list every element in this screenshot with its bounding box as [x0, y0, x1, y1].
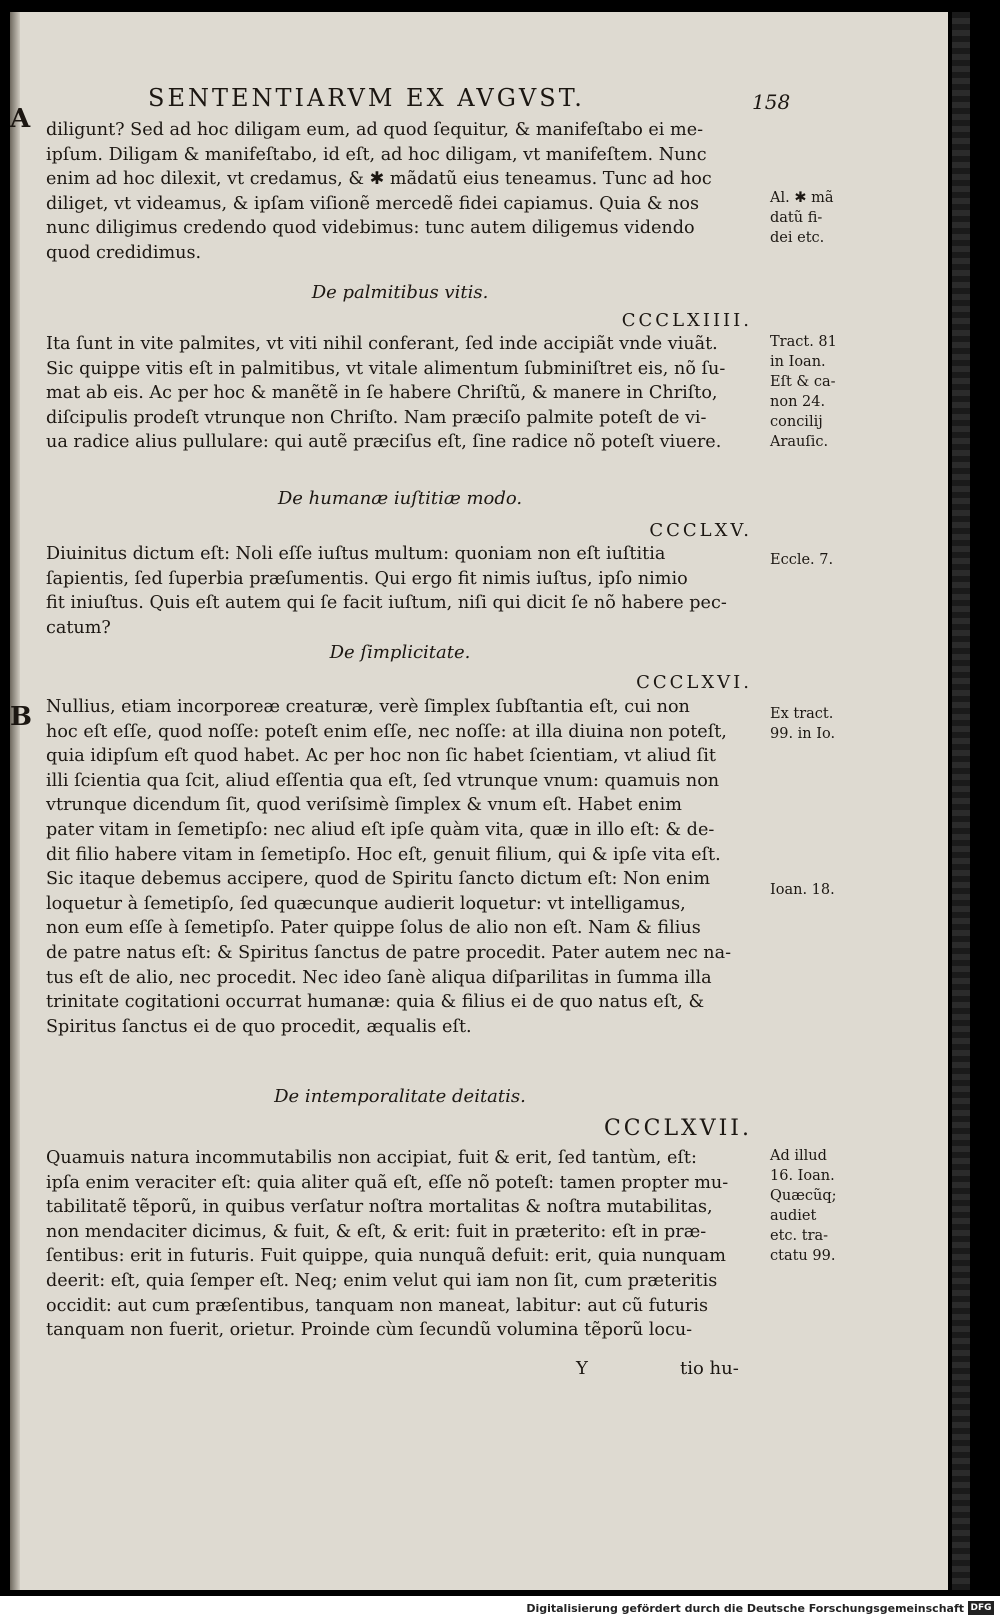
text-line: tabilitatẽ tẽporũ, in quibus verſatur noſtra mortalitas & noſtra mutabilitas,	[46, 1197, 713, 1218]
margin-note	[770, 704, 860, 744]
text-line: pater vitam in ſemetipſo: nec aliud eſt ipſe quàm vita, quæ in illo eſt: & de-	[46, 819, 715, 840]
margin-note	[770, 880, 860, 900]
text-line: quod credidimus.	[46, 242, 202, 263]
sentence-body	[46, 542, 754, 640]
margin-line: Quæcũq;	[770, 1188, 837, 1204]
text-line: tus eſt de alio, nec procedit. Nec ideo ſanè aliqua diſparilitas in ſumma illa	[46, 967, 712, 988]
page-number: 158	[752, 90, 791, 114]
text-line: ſentibus: erit in futuris. Fuit quippe, quia nunquã defuit: erit, quia nunquam	[46, 1246, 726, 1267]
text-line: diliget, vt videamus, & ipſam viſionẽ mercedẽ fidei capiamus. Quia & nos	[46, 193, 699, 214]
digitization-credit: Digitalisierung gefördert durch die Deutsche Forschungsgemeinschaft	[526, 1602, 964, 1615]
text-line: trinitate cogitationi occurrat humanæ: quia & filius ei de quo natus eſt, &	[46, 992, 705, 1013]
text-line: nunc diligimus credendo quod videbimus: tunc autem diligemus videndo	[46, 218, 695, 239]
margin-line: ctatu 99.	[770, 1248, 836, 1264]
margin-line: Ex tract.	[770, 706, 834, 722]
margin-line: dei etc.	[770, 230, 825, 246]
text-line: catum?	[46, 617, 111, 638]
text-line: Quamuis natura incommutabilis non accipiat, fuit & erit, ſed tantùm, eſt:	[46, 1148, 697, 1168]
margin-note	[770, 188, 860, 248]
text-line: Diuinitus dictum eſt: Noli eſſe iuſtus multum: quoniam non eſt iuſtitia	[46, 544, 666, 564]
text-line: ipſum. Diligam & manifeſtabo, id eſt, ad hoc diligam, vt manifeſtem. Nunc	[46, 144, 707, 165]
margin-line: concilij	[770, 414, 823, 430]
margin-note	[770, 1146, 860, 1266]
text-line: Spiritus ſanctus ei de quo procedit, æqualis eſt.	[46, 1016, 472, 1037]
text-line: hoc eſt eſſe, quod noſſe: poteſt enim eſſe, nec noſſe: at illa diuina non poteſt,	[46, 721, 727, 742]
margin-line: Arauſic.	[770, 434, 829, 450]
text-line: mat ab eis. Ac per hoc & manẽtẽ in ſe habere Chriſtũ, & manere in Chriſto,	[46, 383, 718, 404]
text-line: non eum eſſe à ſemetipſo. Pater quippe ſolus de alio non eſt. Nam & filius	[46, 918, 701, 939]
margin-line: audiet	[770, 1208, 817, 1224]
text-line: Ita ſunt in vite palmites, vt viti nihil conferant, ſed inde accipiãt vnde viuãt.	[46, 334, 718, 354]
margin-line: 99. in Io.	[770, 726, 836, 742]
margin-note	[770, 550, 860, 570]
text-line: Sic itaque debemus accipere, quod de Spiritu ſancto dictum eſt: Non enim	[46, 869, 711, 890]
sentence-number: CCCLXVII.	[603, 1116, 752, 1141]
section-mark-a: A	[10, 104, 31, 134]
digitization-footer	[0, 1596, 1000, 1624]
margin-line: Tract. 81	[770, 334, 837, 350]
sentence-heading: De humanæ iuſtitiæ modo.	[277, 488, 523, 509]
sentence-heading: De ſimplicitate.	[329, 642, 471, 663]
text-line: non mendaciter dicimus, & fuit, & eſt, & erit: fuit in præterito: eſt in præ-	[46, 1221, 707, 1242]
sentence-number: CCCLXVI.	[636, 672, 752, 693]
sentence-heading: De intemporalitate deitatis.	[274, 1086, 526, 1107]
text-line: ſapientis, ſed ſuperbia præſumentis. Qui ergo fit nimis iuſtus, ipſo nimio	[46, 568, 688, 589]
dfg-logo: DFG	[968, 1601, 994, 1615]
sentence-heading: De palmitibus vitis.	[311, 282, 489, 303]
text-line: diſcipulis prodeſt vtrunque non Chriſto. Nam præciſo palmite poteſt de vi-	[46, 407, 707, 428]
text-line: enim ad hoc dilexit, vt credamus, & ✱ mãdatũ eius teneamus. Tunc ad hoc	[46, 169, 712, 190]
margin-line: Ioan. 18.	[770, 882, 835, 898]
section-mark-b: B	[10, 702, 32, 732]
sentence-body	[46, 1146, 754, 1343]
margin-line: Eccle. 7.	[770, 552, 834, 568]
margin-line: non 24.	[770, 394, 826, 410]
sentence-number: CCCLXV.	[649, 520, 752, 541]
text-line: diligunt? Sed ad hoc diligam eum, ad quod ſequitur, & manifeſtabo ei me-	[46, 120, 704, 140]
text-line: occidit: aut cum præſentibus, tanquam non maneat, labitur: aut cũ futuris	[46, 1295, 708, 1316]
margin-line: Eſt & ca-	[770, 374, 836, 390]
margin-line: Ad illud	[770, 1148, 827, 1164]
margin-line: etc. tra-	[770, 1228, 829, 1244]
sentence-number: CCCLXIIII.	[621, 310, 752, 331]
margin-line: 16. Ioan.	[770, 1168, 835, 1184]
signature-mark: Y	[576, 1358, 588, 1379]
margin-line: datũ fi-	[770, 210, 823, 226]
catchword: tio hu-	[680, 1358, 739, 1379]
text-line: ua radice alius pullulare: qui autẽ præciſus eſt, ſine radice nõ poteſt viuere.	[46, 432, 722, 453]
sentence-body	[46, 695, 754, 1039]
text-line: illi ſcientia qua ſcit, aliud eſſentia qua eſt, ſed vtrunque vnum: quamuis non	[46, 770, 720, 791]
page-gutter-shadow	[10, 12, 20, 1590]
scan-ruler-strip	[952, 12, 970, 1590]
text-block-continuation	[46, 118, 754, 266]
text-line: quia idipſum eſt quod habet. Ac per hoc non ſic habet ſcientiam, vt aliud ſit	[46, 746, 716, 767]
text-line: Nullius, etiam incorporeæ creaturæ, verè ſimplex ſubſtantia eſt, cui non	[46, 697, 690, 717]
text-line: vtrunque dicendum ſit, quod veriſsimè ſimplex & vnum eſt. Habet enim	[46, 795, 682, 816]
text-line: tanquam non fuerit, orietur. Proinde cùm ſecundũ volumina tẽporũ locu-	[46, 1320, 693, 1341]
text-line: de patre natus eſt: & Spiritus ſanctus de patre procedit. Pater autem nec na-	[46, 942, 732, 963]
margin-line: Al. ✱ mã	[770, 190, 834, 206]
text-line: fit iniuſtus. Quis eſt autem qui ſe facit iuſtum, niſi qui dicit ſe nõ habere pec-	[46, 593, 727, 614]
margin-note	[770, 332, 860, 452]
text-line: dit filio habere vitam in ſemetipſo. Hoc eſt, genuit filium, qui & ipſe vita eſt.	[46, 844, 721, 865]
sentence-body	[46, 332, 754, 455]
text-line: deerit: eſt, quia ſemper eſt. Neq; enim velut qui iam non ſit, cum præteritis	[46, 1270, 718, 1291]
running-head-title: SENTENTIARVM EX AVGVST.	[148, 84, 585, 112]
text-line: Sic quippe vitis eſt in palmitibus, vt vitale alimentum ſubminiſtret eis, nõ ſu-	[46, 358, 726, 379]
text-line: loquetur à ſemetipſo, ſed quæcunque audierit loquetur: vt intelligamus,	[46, 893, 686, 914]
book-page	[10, 12, 948, 1590]
margin-line: in Ioan.	[770, 354, 826, 370]
text-line: ipſa enim veraciter eſt: quia aliter quã eſt, eſſe nõ poteſt: tamen propter mu-	[46, 1172, 729, 1193]
